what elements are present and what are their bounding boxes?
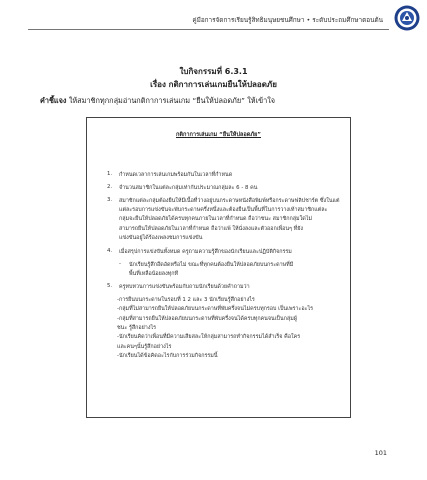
rules-box-title: กติกาการเล่นเกม “ยืนให้ปลอดภัย” bbox=[176, 132, 261, 138]
rule-number: - bbox=[119, 260, 121, 267]
rule-text: พื้นที่เหลือน้อยลงทุกที bbox=[129, 271, 179, 278]
activity-sheet-title: ใบกิจกรรมที่ 6.3.1 bbox=[179, 67, 248, 76]
rule-text: ชนะ รู้สึกอย่างไร bbox=[117, 325, 157, 331]
rule-text: จำนวนสมาชิกในแต่ละกลุ่มเท่ากันประมาณกลุ่มละ 6 - 8 คน bbox=[119, 184, 258, 191]
header-divider bbox=[28, 29, 389, 30]
rule-text: -นักเรียนได้ข้อคิดอะไรกับการร่วมกิจกรรมนี้ bbox=[117, 353, 218, 360]
header-title: คู่มือการจัดการเรียนรู้สิทธิมนุษยชนศึกษา • ระดับประถมศึกษาตอนต้น bbox=[192, 16, 383, 24]
rule-text: -กลุ่มที่สามารถยืนให้ปลอดภัยบนกระดาษที่พับครึ่งจนได้ครบทุกคนจนเป็นกลุ่มผู้ bbox=[117, 315, 297, 322]
rule-text: สามารถยืนให้ปลอดภัยในเวลาที่กำหนด ถือว่าแพ้ ให้นั่งลงและตัวออกเพื่อนๆ ที่ยัง bbox=[119, 225, 304, 232]
rule-text: -กลุ่มที่ไม่สามารถยืนให้ปลอดภัยบนกระดาษที่พับครึ่งจนไม่ครบทุกรอบ เป็นเพราะอะไร bbox=[117, 306, 314, 313]
rule-text: เมื่อสรุปการแข่งขันทั้งหมด ครูถามความรู้สึกของนักเรียนและปฏิบัติกิจกรรม bbox=[119, 249, 292, 255]
rule-number: 1. bbox=[107, 171, 113, 177]
rule-text: กำหนดเวลาการเล่นเกมพร้อมกันในเวลาที่กำหนด bbox=[119, 172, 233, 178]
rule-text: -การยืนบนกระดาษในรอบที่ 1 2 และ 3 นักเรียนรู้สึกอย่างไร bbox=[117, 296, 255, 303]
rule-text: สมาชิกแต่ละกลุ่มต้องยืนให้มีเนื้อที่ว่างอยู่บนกระดาษหนังสือพิมพ์หรือกระดาษฟลิปชาร์ต ซึ่งในแต่ bbox=[119, 197, 340, 204]
rule-text: แข่งขันอยู่ได้ร้องเพลงชมการแข่งขัน bbox=[119, 235, 203, 242]
rule-text: และคนๆนั้นรู้สึกอย่างไร bbox=[117, 343, 172, 350]
activity-sheet-subtitle: เรื่อง กติกาการเล่นเกมยืนให้ปลอดภัย bbox=[150, 80, 277, 89]
rule-number: 5. bbox=[107, 283, 113, 289]
rule-text: กลุ่มจะยืนให้ปลอดภัยได้ครบทุกคนภายในเวลาที่กำหนด ถือว่าชนะ สมาชิกกลุ่มใดไม่ bbox=[119, 216, 312, 223]
page-number: 101 bbox=[374, 449, 387, 457]
rule-number: 4. bbox=[107, 248, 113, 254]
instruction bbox=[40, 96, 275, 107]
organization-logo-icon bbox=[393, 4, 421, 32]
rule-number: 2. bbox=[107, 183, 113, 190]
rules-box bbox=[86, 117, 351, 418]
rule-text: แต่ละรอบการแข่งขันจะพับกระดาษครึ่งหนึ่งและต้องยืนเป็นพื้นที่ในการวางเท้าสมาชิกแต่ละ bbox=[119, 207, 328, 213]
instruction-label: คำชี้แจง bbox=[40, 96, 67, 105]
rule-text: ครูทบทวนการแข่งขันพร้อมกับถามนักเรียนด้วยคำถามว่า bbox=[119, 284, 250, 290]
rule-text: นักเรียนรู้สึกอึดอัดหรือไม่ ขณะที่ทุกคนต้องยืนให้ปลอดภัยบนกระดาษที่มี bbox=[129, 261, 294, 268]
rule-text: -นักเรียนคิดว่าเพื่อนที่มีความเสียสละให้กลุ่มสามารถทำกิจกรรมได้สำเร็จ คือใคร bbox=[117, 334, 301, 341]
page-header bbox=[0, 0, 427, 50]
rule-number: 3. bbox=[107, 196, 113, 203]
instruction-text: ให้สมาชิกทุกกลุ่มอ่านกติกาการเล่นเกม “ยืนให้ปลอดภัย” ให้เข้าใจ bbox=[68, 96, 276, 105]
